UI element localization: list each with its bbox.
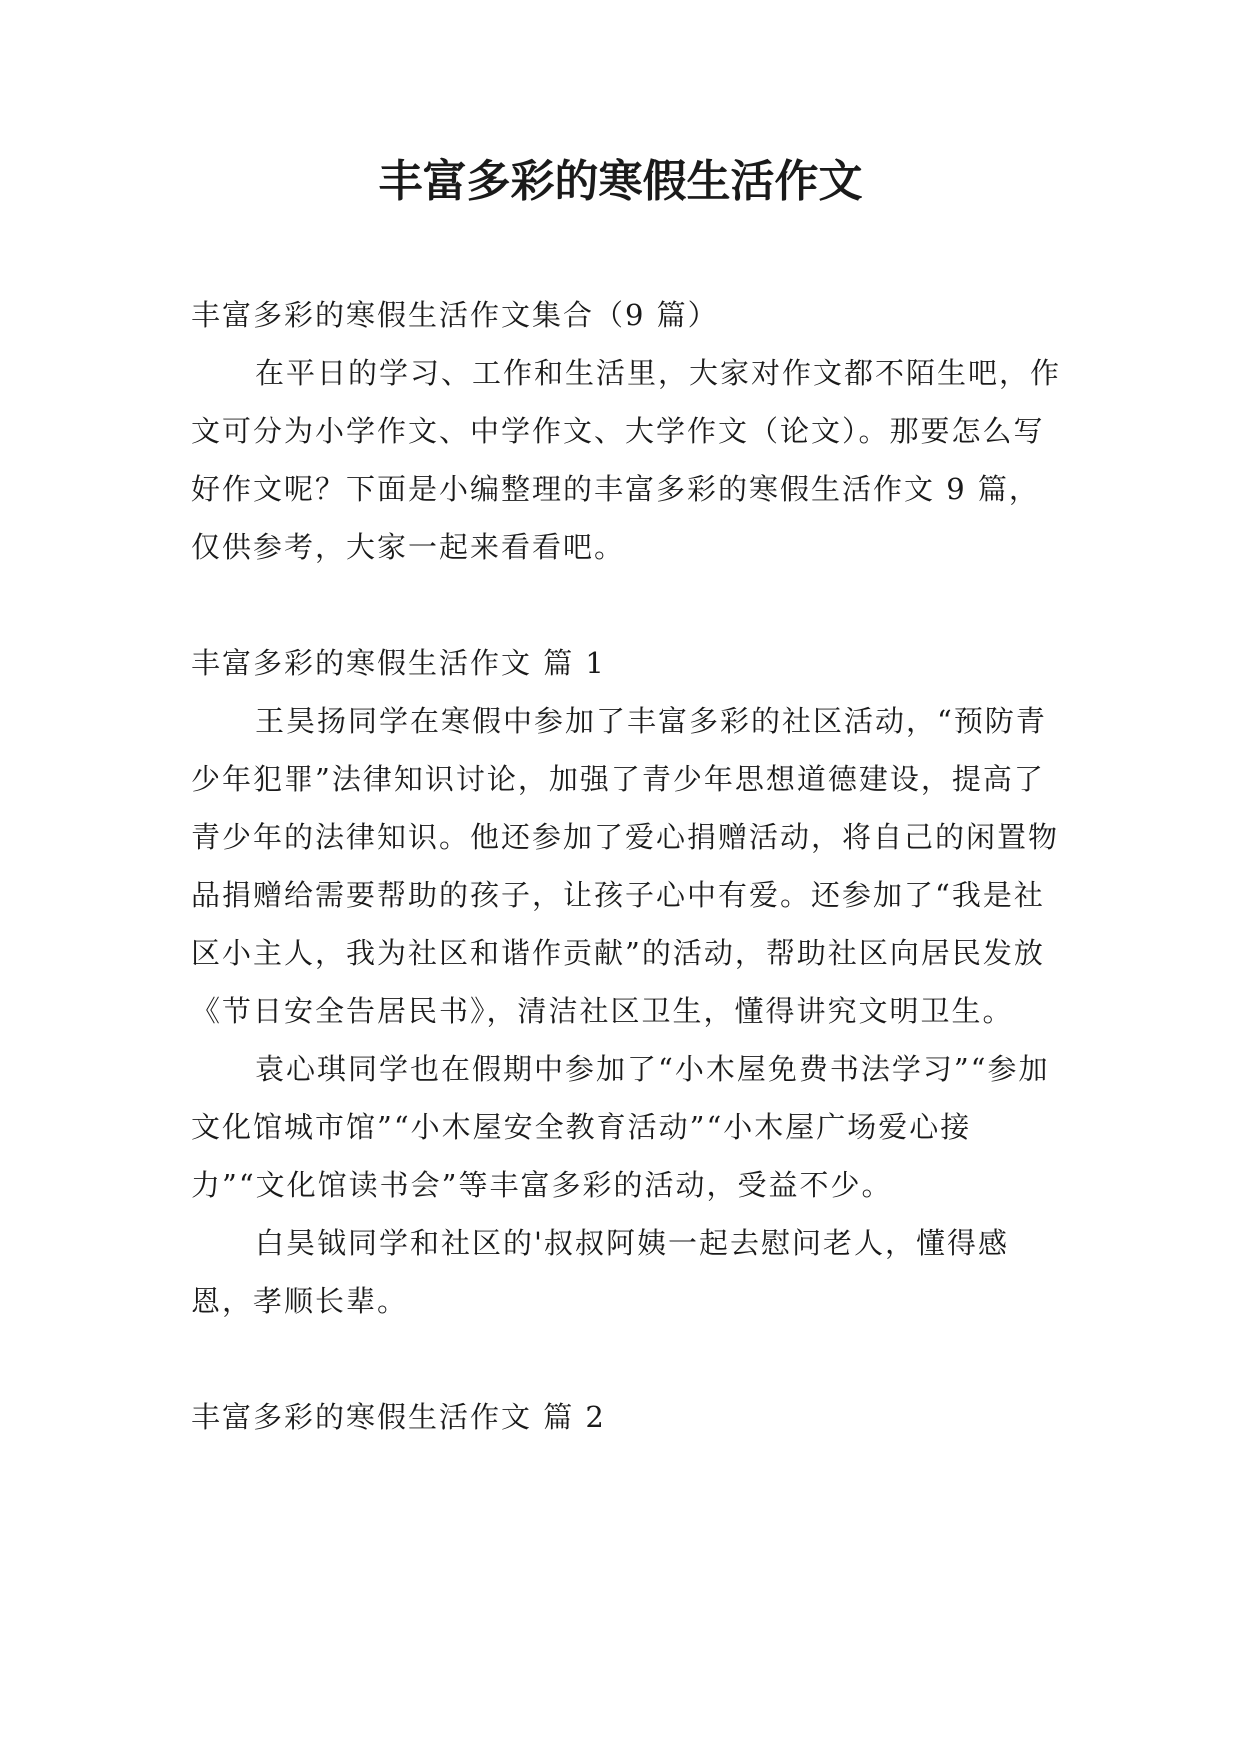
intro-paragraph: 在平日的学习、工作和生活里，大家对作文都不陌生吧，作文可分为小学作文、中学作文、大学作文（论文）。那要怎么写好作文呢？下面是小编整理的丰富多彩的寒假生活作文 9 篇，仅供参考，大家一起来看看吧。: [191, 356, 1062, 564]
section-1-paragraph-1: 王昊扬同学在寒假中参加了丰富多彩的社区活动，“预防青少年犯罪”法律知识讨论，加强了青少年思想道德建设，提高了青少年的法律知识。他还参加了爱心捐赠活动，将自己的闲置物品捐赠给需要帮助的孩子，让孩子心中有爱。还参加了“我是社区小主人，我为社区和谐作贡献”的活动，帮助社区向居民发放《节日安全告居民书》，清洁社区卫生，懂得讲究文明卫生。: [191, 704, 1060, 1028]
section-1-paragraph-2: 袁心琪同学也在假期中参加了“小木屋免费书法学习”“参加文化馆城市馆”“小木屋安全教育活动”“小木屋广场爱心接力”“文化馆读书会”等丰富多彩的活动，受益不少。: [191, 1052, 1050, 1202]
collection-subtitle: 丰富多彩的寒假生活作文集合（9 篇）: [191, 298, 719, 332]
document-title: 丰富多彩的寒假生活作文: [378, 156, 863, 207]
section-heading-2: 丰富多彩的寒假生活作文 篇 2: [191, 1400, 606, 1434]
document-body: [191, 286, 1061, 1446]
section-heading-1: 丰富多彩的寒假生活作文 篇 1: [191, 646, 606, 680]
section-1-paragraph-3: 白昊钺同学和社区的'叔叔阿姨一起去慰问老人，懂得感恩，孝顺长辈。: [191, 1226, 1009, 1318]
